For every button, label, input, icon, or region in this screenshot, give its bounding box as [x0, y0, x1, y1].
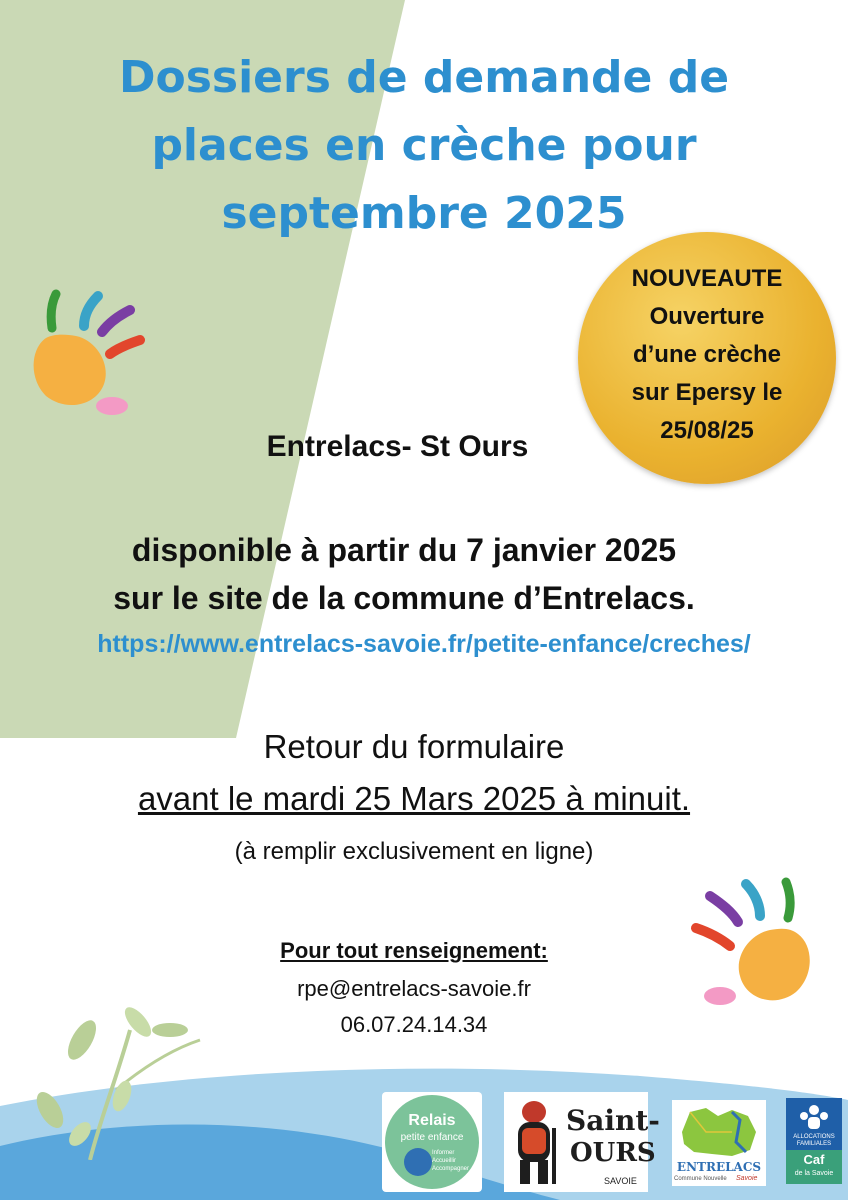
title-line-2: places en crèche pour [151, 120, 697, 171]
availability-line-1: disponible à partir du 7 janvier 2025 [131, 532, 677, 568]
caf-line-2: FAMILIALES [796, 1141, 832, 1147]
location-text: Entrelacs- St Ours [266, 430, 529, 463]
contact-heading: Pour tout renseignement: [280, 938, 548, 963]
badge-line-5: 25/08/25 [660, 417, 754, 444]
badge-line-3: d’une crèche [632, 341, 782, 368]
title-line-1: Dossiers de demande de [118, 52, 730, 103]
saint-ours-name-top: Saint- [566, 1104, 660, 1137]
return-note: (à remplir exclusivement en ligne) [234, 838, 594, 865]
caf-family-icon [796, 1102, 832, 1132]
bear-icon [508, 1098, 560, 1188]
leaf-branch-icon [20, 1000, 220, 1160]
badge-line-1: NOUVEAUTE [631, 265, 783, 292]
relais-tag-1: Informer [432, 1150, 455, 1156]
title-line-3: septembre 2025 [221, 188, 627, 239]
saint-ours-name-bottom: OURS [570, 1138, 656, 1168]
relais-name: Relais [408, 1112, 456, 1129]
badge-line-2: Ouverture [649, 303, 765, 330]
entrelacs-logo [672, 1100, 766, 1186]
availability-line-2: sur le site de la commune d’Entrelacs. [113, 580, 695, 616]
relais-sub: petite enfance [400, 1132, 464, 1143]
relais-logo [382, 1092, 482, 1192]
entrelacs-region: Savoie [736, 1175, 758, 1182]
page-title [40, 44, 808, 248]
entrelacs-name: ENTRELACS [676, 1160, 762, 1174]
entrelacs-map-icon [676, 1102, 762, 1160]
commune-link[interactable]: https://www.entrelacs-savoie.fr/petite-enfance/creches/ [97, 630, 751, 658]
contact-email[interactable]: rpe@entrelacs-savoie.fr [297, 976, 531, 1001]
return-heading: Retour du formulaire [263, 728, 565, 765]
caf-line-1: ALLOCATIONS [793, 1134, 835, 1140]
return-deadline: avant le mardi 25 Mars 2025 à minuit. [137, 780, 691, 817]
entrelacs-sub: Commune Nouvelle [674, 1176, 727, 1182]
caf-line-3: Caf [803, 1152, 825, 1167]
contact-phone[interactable]: 06.07.24.14.34 [340, 1012, 488, 1037]
caf-line-4: de la Savoie [794, 1170, 834, 1177]
relais-tag-2: Accueillir [432, 1158, 457, 1164]
saint-ours-region: SAVOIE [604, 1176, 637, 1186]
handprint-icon [26, 288, 156, 418]
saint-ours-logo [504, 1092, 660, 1192]
caf-logo [786, 1098, 842, 1184]
relais-tag-3: Accompagner [432, 1166, 470, 1172]
badge-line-4: sur Epersy le [631, 379, 783, 406]
